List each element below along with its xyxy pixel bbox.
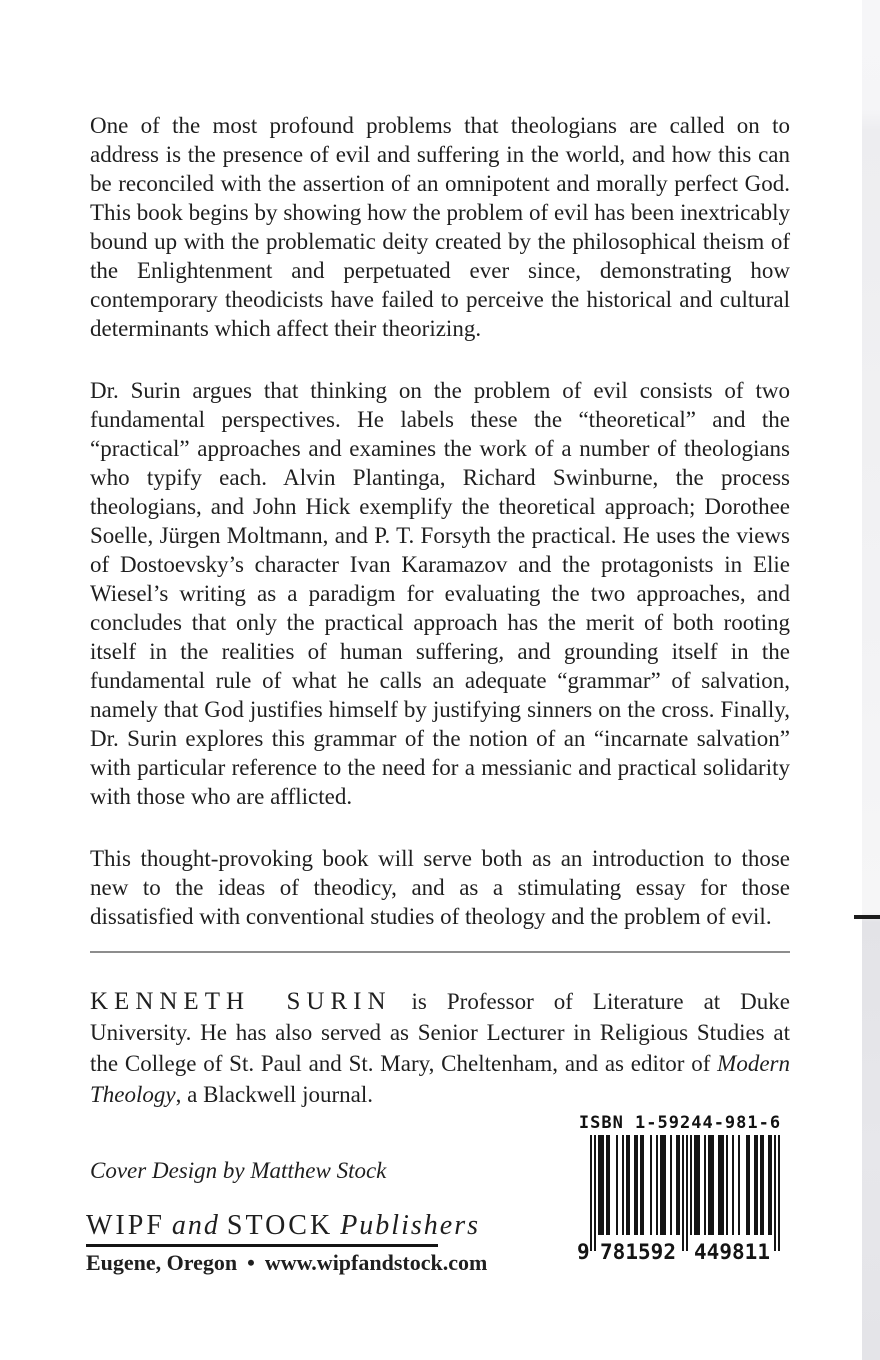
publisher-name-wipf: WIPF bbox=[86, 1210, 165, 1241]
synopsis-paragraph-3: This thought-provoking book will serve both as an introduction to those new to the ideas of theodicy, and as a stimulating essay for those dissatisfied with conventional studies of theology and the problem of evil. bbox=[90, 846, 790, 929]
svg-text:9: 9 bbox=[577, 1240, 590, 1263]
synopsis-paragraph-1: One of the most profound problems that theologians are called on to address is the presence of evil and suffering in the world, and how this can be reconciled with the assertion of an omnipotent and morally perfect God. This book begins by showing how the problem of evil has been inextricably bound up with the problematic deity created by the philosophical theism of the Enlightenment and perpetuated ever since, demonstrating how contemporary theodicists have failed to perceive the historical and cultural determinants which affect their theorizing. bbox=[90, 113, 790, 341]
synopsis-paragraph-2: Dr. Surin argues that thinking on the problem of evil consists of two fundamental perspectives. He labels these the “theoretical” and the “practical” approaches and examines the work of a number of theologians who typify each. Alvin Plantinga, Richard Swinburne, the process theologians, and John Hick exemplify the theoretical approach; Dorothee Soelle, Jürgen Moltmann, and P. T. Forsyth the practical. He uses the views of Dostoevsky’s character Ivan Karamazov and the protagonists in Elie Wiesel’s writing as a paradigm for evaluating the two approaches, and concludes that only the practical approach has the merit of both rooting itself in the realities of human suffering, and grounding itself in the fundamental rule of what he calls an adequate “grammar” of salvation, namely that God justifies himself by justifying sinners on the cross. Finally, Dr. Surin explores this grammar of the notion of an “incarnate salvation” with particular reference to the need for a messianic and practical solidarity with those who are afflicted. bbox=[90, 378, 790, 809]
author-name: KENNETH SURIN bbox=[90, 988, 392, 1015]
bio-text-end: , a Blackwell journal. bbox=[175, 1082, 373, 1107]
publisher-address bbox=[86, 1249, 488, 1277]
publisher-website: www.wipfandstock.com bbox=[264, 1250, 488, 1275]
cover-design-credit: Cover Design by Matthew Stock bbox=[90, 1158, 387, 1183]
isbn-block bbox=[577, 1112, 783, 1263]
bio-text: is Professor of Literature at Duke University. He has also served as Senior Lecturer in Religious Studies at the College of St. Paul and St. Mary, Cheltenham, and as editor of bbox=[90, 989, 790, 1076]
publisher-logotype bbox=[86, 1210, 488, 1277]
author-bio bbox=[90, 986, 790, 1110]
publisher-name-and: and bbox=[171, 1210, 220, 1241]
publisher-name-stock: STOCK bbox=[226, 1210, 334, 1241]
publisher-name bbox=[86, 1210, 480, 1247]
svg-text:781592: 781592 bbox=[600, 1240, 676, 1263]
ean13-barcode bbox=[577, 1135, 783, 1263]
horizontal-divider bbox=[90, 951, 790, 953]
journal-title: Modern Theology bbox=[90, 1051, 790, 1107]
edge-shadow-line bbox=[854, 915, 880, 919]
publisher-city: Eugene, Oregon bbox=[86, 1250, 238, 1275]
isbn-label: ISBN 1-59244-981-6 bbox=[578, 1113, 782, 1133]
svg-text:449811: 449811 bbox=[694, 1240, 770, 1263]
bullet-separator: • bbox=[247, 1250, 255, 1275]
page-edge-strip bbox=[862, 0, 880, 1360]
publisher-name-publishers: Publishers bbox=[340, 1210, 480, 1241]
